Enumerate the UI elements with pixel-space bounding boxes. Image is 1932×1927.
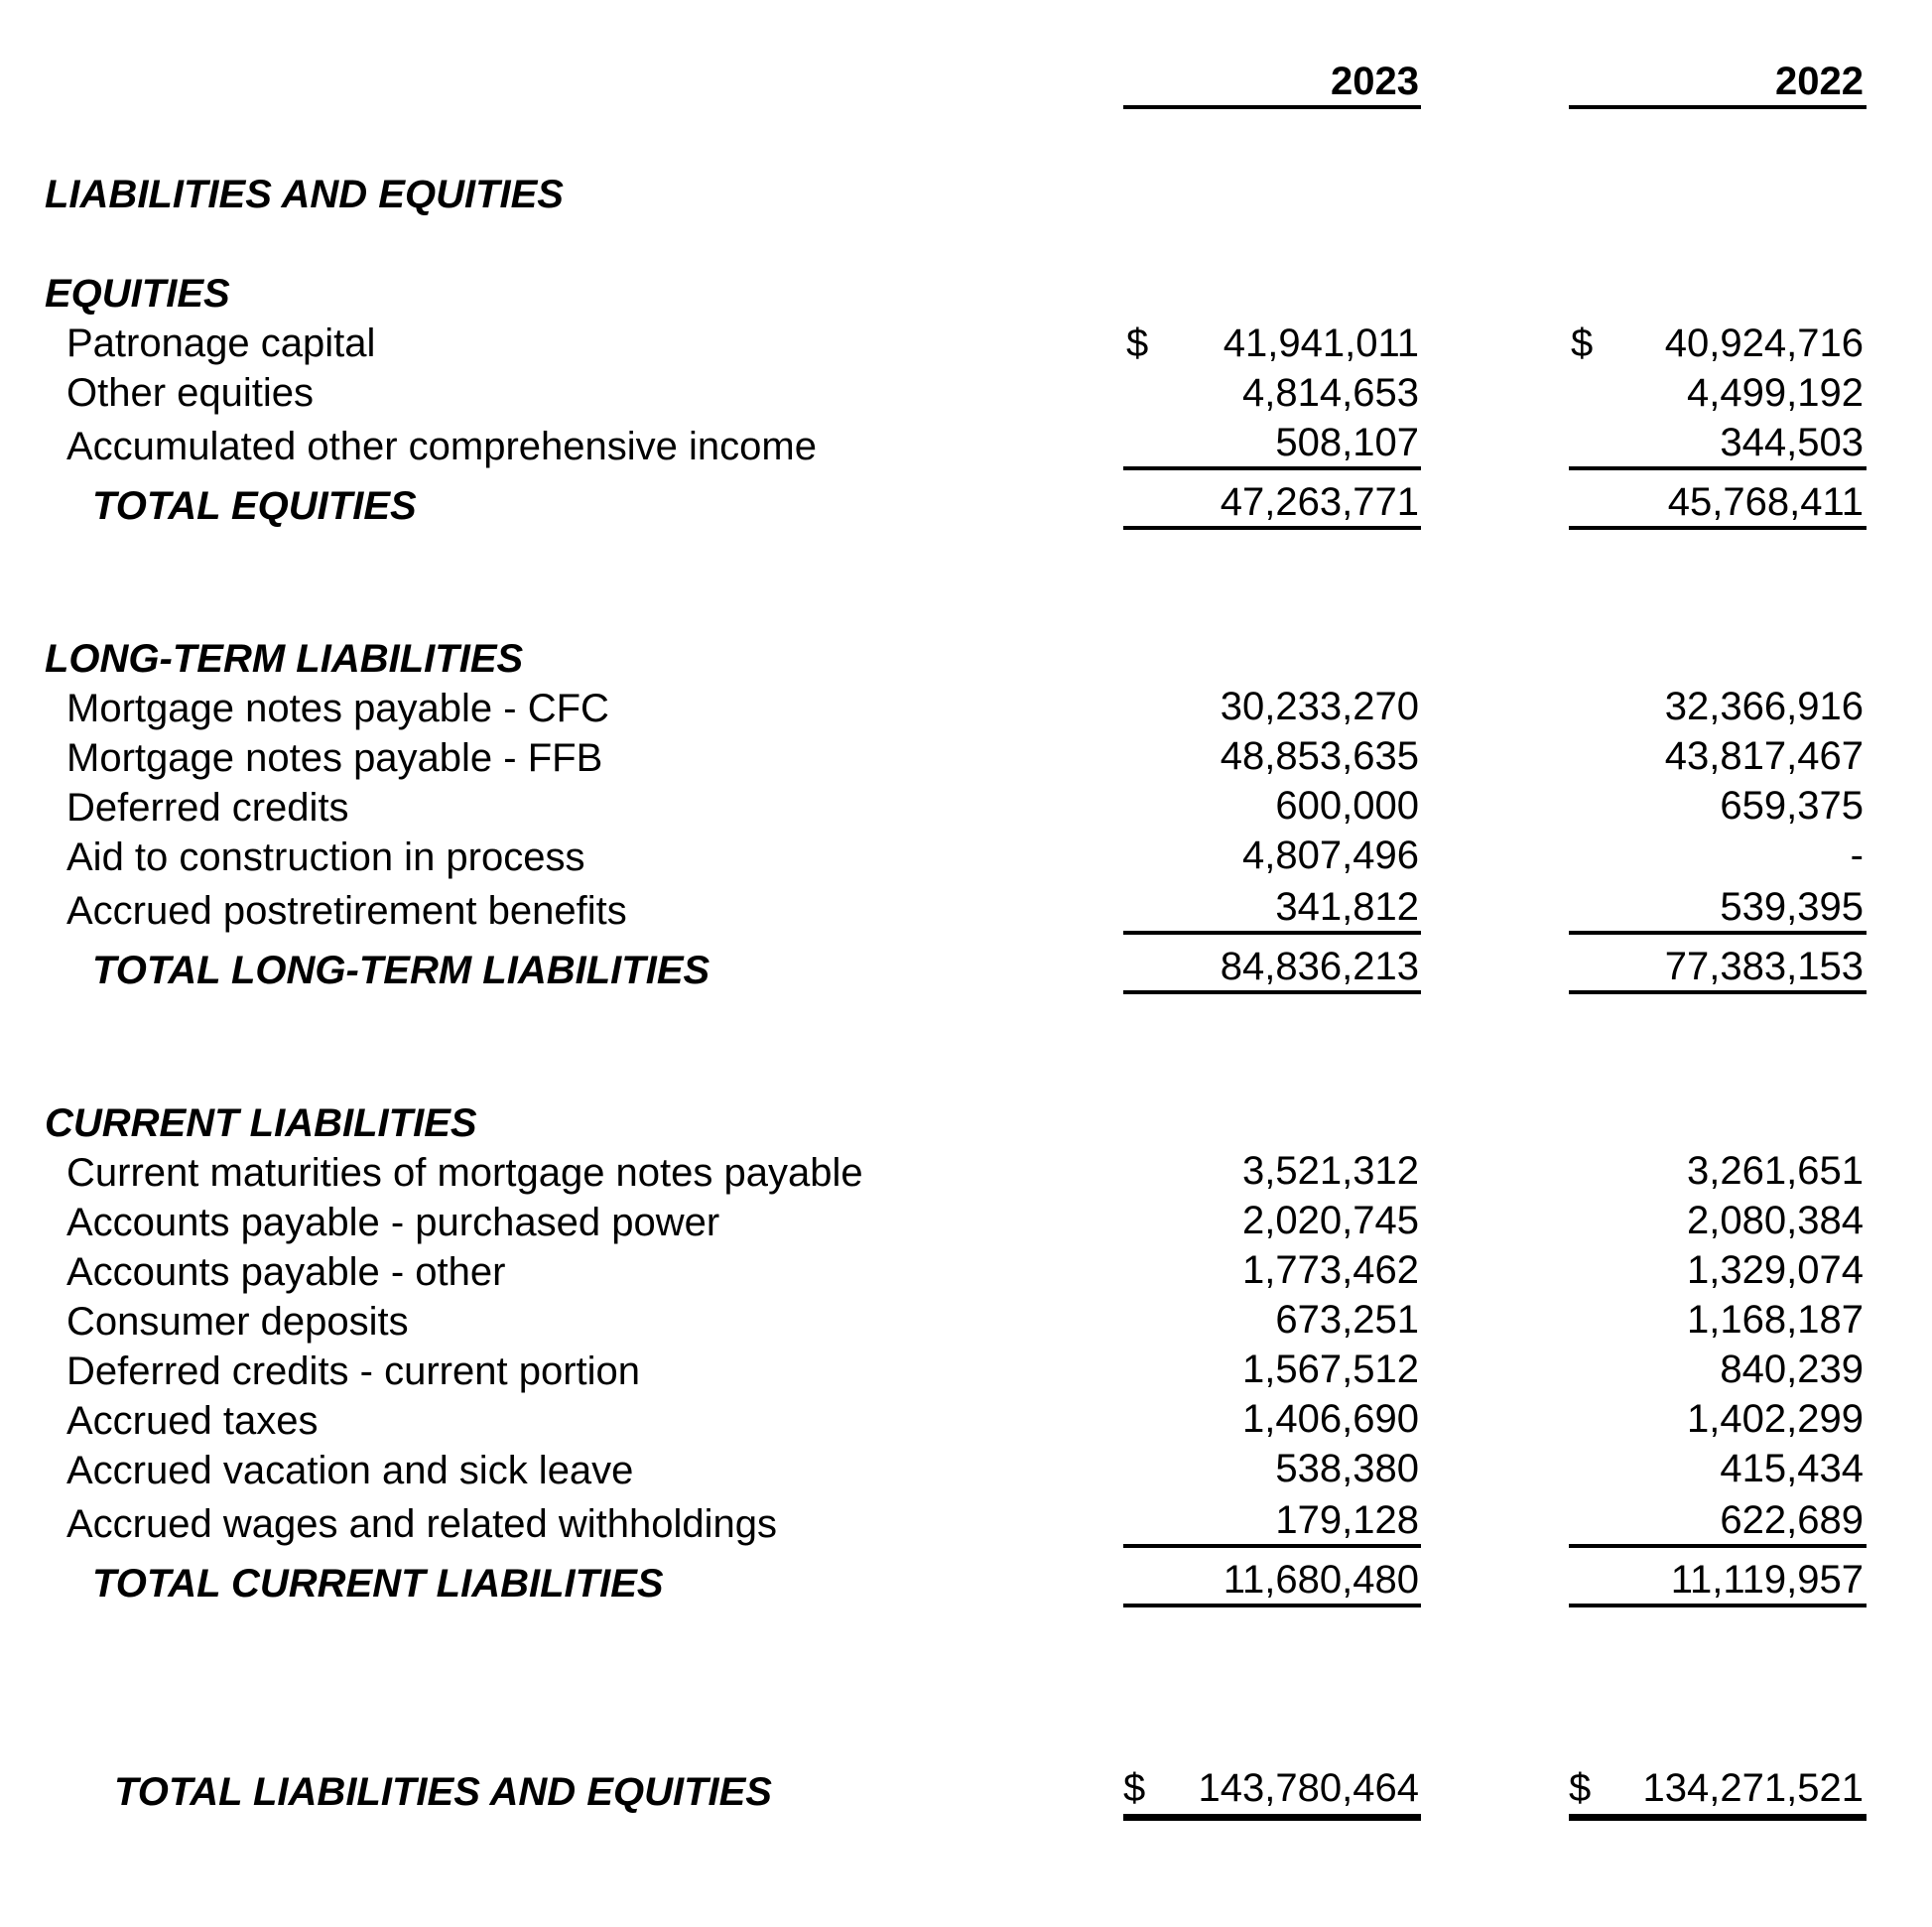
- value-2022: 840,239: [1720, 1348, 1864, 1391]
- row-label: Deferred credits: [66, 786, 349, 830]
- value-2023: 341,812: [1275, 885, 1419, 929]
- value-2023: 4,814,653: [1242, 371, 1419, 415]
- row-label: Accrued vacation and sick leave: [66, 1449, 634, 1492]
- value-2023: 30,233,270: [1220, 685, 1419, 728]
- total-rule: [1123, 1604, 1421, 1607]
- value-2022: 539,395: [1720, 885, 1864, 929]
- dollar-sign: $: [1123, 1766, 1146, 1810]
- value-2022: 1,168,187: [1687, 1298, 1864, 1342]
- subtotal-rule: [1123, 1544, 1421, 1548]
- total-rule: [1123, 990, 1421, 994]
- value-2022: 344,503: [1720, 421, 1864, 464]
- value-2023: 2,020,745: [1242, 1199, 1419, 1242]
- value-2022: 43,817,467: [1664, 734, 1864, 778]
- long-term-heading: LONG-TERM LIABILITIES: [45, 637, 524, 681]
- year-rule-2023: [1123, 105, 1421, 109]
- value-2022: 415,434: [1720, 1447, 1864, 1490]
- value-2023: 538,380: [1275, 1447, 1419, 1490]
- subtotal-rule: [1569, 1544, 1867, 1548]
- subtotal-rule: [1569, 466, 1867, 470]
- total-rule: [1123, 526, 1421, 530]
- total-rule: [1569, 526, 1867, 530]
- year-header-2023: 2023: [1331, 60, 1419, 103]
- grand-total-rule: [1569, 1814, 1867, 1821]
- year-header-2022: 2022: [1775, 60, 1864, 103]
- value-2022: -: [1850, 834, 1864, 877]
- grand-total-2023: 143,780,464: [1198, 1766, 1419, 1810]
- value-2022: 40,924,716: [1664, 321, 1864, 365]
- row-label: Accounts payable - other: [66, 1250, 506, 1294]
- equities-heading: EQUITIES: [45, 272, 230, 316]
- value-2023: 48,853,635: [1220, 734, 1419, 778]
- section-title: LIABILITIES AND EQUITIES: [45, 173, 564, 216]
- subtotal-rule: [1569, 931, 1867, 935]
- row-label: Accrued taxes: [66, 1399, 319, 1443]
- total-rule: [1569, 990, 1867, 994]
- value-2023: 41,941,011: [1223, 321, 1419, 365]
- row-label: Patronage capital: [66, 321, 376, 365]
- current-heading: CURRENT LIABILITIES: [45, 1101, 477, 1145]
- total-value-2023: 47,263,771: [1220, 480, 1419, 524]
- total-value-2022: 11,119,957: [1670, 1558, 1864, 1602]
- value-2022: 1,402,299: [1687, 1397, 1864, 1441]
- row-label: Accrued wages and related withholdings: [66, 1502, 777, 1546]
- value-2022: 2,080,384: [1687, 1199, 1864, 1242]
- value-2023: 673,251: [1275, 1298, 1419, 1342]
- row-label: Mortgage notes payable - CFC: [66, 687, 609, 730]
- row-label: Deferred credits - current portion: [66, 1349, 641, 1393]
- total-value-2023: 84,836,213: [1220, 945, 1419, 988]
- grand-total-2022: 134,271,521: [1642, 1766, 1864, 1810]
- value-2023: 179,128: [1275, 1498, 1419, 1542]
- row-label: Aid to construction in process: [66, 835, 585, 879]
- total-label: TOTAL LONG-TERM LIABILITIES: [92, 949, 710, 992]
- value-2023: 1,406,690: [1242, 1397, 1419, 1441]
- dollar-sign: $: [1571, 321, 1594, 365]
- total-rule: [1569, 1604, 1867, 1607]
- row-label: Accumulated other comprehensive income: [66, 425, 817, 468]
- row-label: Current maturities of mortgage notes payable: [66, 1151, 863, 1195]
- grand-total-label: TOTAL LIABILITIES AND EQUITIES: [114, 1770, 772, 1814]
- value-2022: 4,499,192: [1687, 371, 1864, 415]
- value-2023: 600,000: [1275, 784, 1419, 828]
- grand-total-rule: [1123, 1814, 1421, 1821]
- row-label: Accounts payable - purchased power: [66, 1201, 720, 1244]
- value-2023: 3,521,312: [1242, 1149, 1419, 1193]
- value-2023: 1,567,512: [1242, 1348, 1419, 1391]
- row-label: Consumer deposits: [66, 1300, 409, 1344]
- value-2023: 1,773,462: [1242, 1248, 1419, 1292]
- total-value-2023: 11,680,480: [1223, 1558, 1419, 1602]
- value-2022: 1,329,074: [1687, 1248, 1864, 1292]
- row-label: Other equities: [66, 371, 315, 415]
- total-label: TOTAL CURRENT LIABILITIES: [92, 1562, 664, 1606]
- total-label: TOTAL EQUITIES: [92, 484, 417, 528]
- row-label: Mortgage notes payable - FFB: [66, 736, 603, 780]
- value-2022: 622,689: [1720, 1498, 1864, 1542]
- value-2023: 508,107: [1275, 421, 1419, 464]
- dollar-sign: $: [1569, 1766, 1592, 1810]
- subtotal-rule: [1123, 931, 1421, 935]
- subtotal-rule: [1123, 466, 1421, 470]
- year-rule-2022: [1569, 105, 1867, 109]
- value-2022: 32,366,916: [1664, 685, 1864, 728]
- total-value-2022: 77,383,153: [1664, 945, 1864, 988]
- row-label: Accrued postretirement benefits: [66, 889, 627, 933]
- value-2022: 659,375: [1720, 784, 1864, 828]
- value-2022: 3,261,651: [1687, 1149, 1864, 1193]
- value-2023: 4,807,496: [1242, 834, 1419, 877]
- dollar-sign: $: [1126, 321, 1149, 365]
- total-value-2022: 45,768,411: [1667, 480, 1864, 524]
